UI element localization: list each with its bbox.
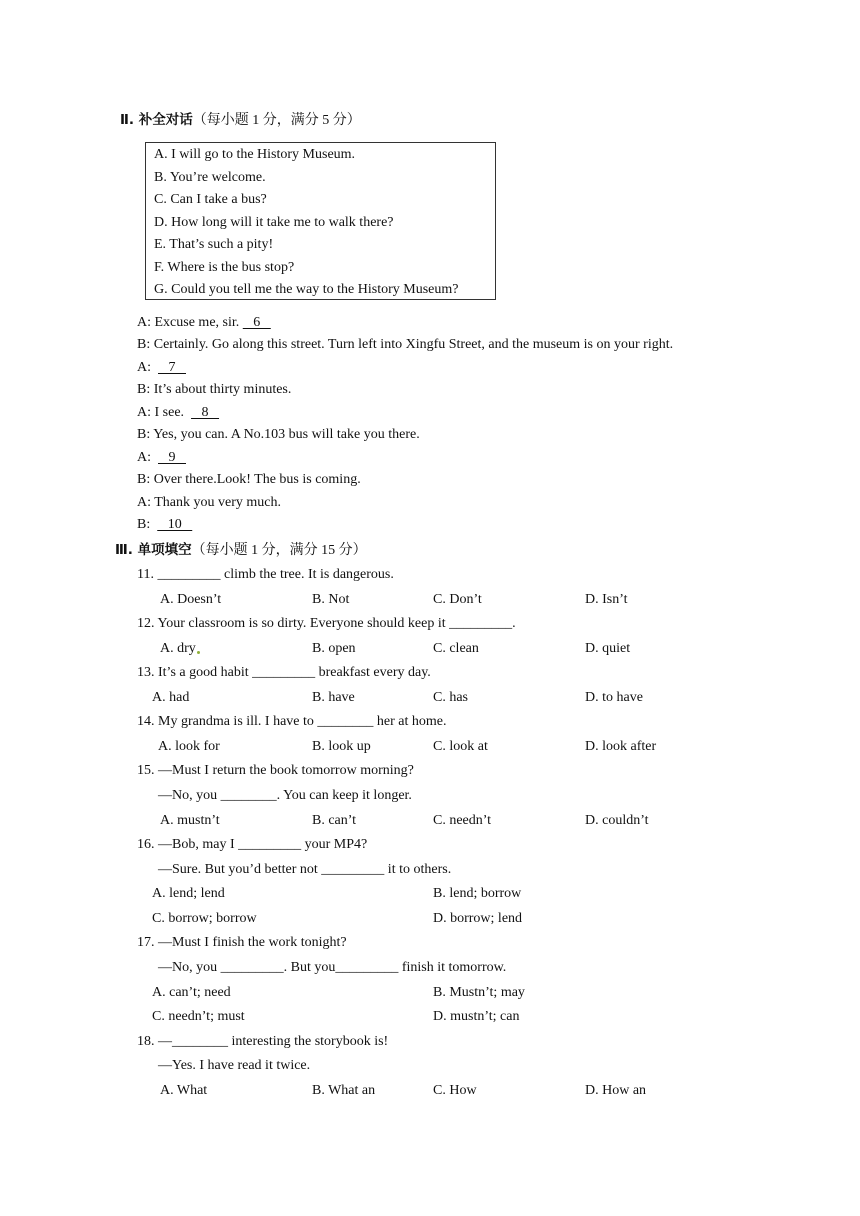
q14-option-d: D. look after — [585, 739, 657, 754]
blank-7: 7 — [158, 360, 186, 375]
dialogue-options-box — [145, 142, 496, 300]
blank-10: 10 — [157, 517, 193, 532]
q11-option-c: C. Don’t — [433, 592, 482, 607]
q16-option-a: A. lend; lend — [152, 886, 225, 901]
q15-option-a: A. mustn’t — [160, 813, 220, 828]
q11-option-b: B. Not — [312, 592, 350, 607]
question-12-stem: 12. Your classroom is so dirty. Everyone should keep it _________. — [137, 616, 516, 631]
box-option-f: F. Where is the bus stop? — [154, 260, 295, 275]
q18-option-a: A. What — [160, 1083, 208, 1098]
dialogue-line — [137, 404, 219, 422]
q18-option-d: D. How an — [585, 1083, 647, 1098]
dialogue-text: B: Certainly. Go along this street. Turn left into Xingfu Street, and the museum is on your right. — [137, 337, 674, 352]
q12-option-a: A. dry — [160, 641, 196, 656]
q16-option-d: D. borrow; lend — [433, 911, 523, 926]
dialogue-line — [137, 314, 271, 332]
question-18-stem: 18. —________ interesting the storybook is! — [137, 1034, 389, 1049]
blank-6: 6 — [242, 315, 271, 330]
section-3-heading — [115, 541, 367, 560]
q14-option-c: C. look at — [433, 739, 488, 754]
dialogue-text: A: — [137, 450, 158, 465]
box-option-a: A. I will go to the History Museum. — [154, 147, 356, 162]
dialogue-text: A: I see. — [137, 405, 192, 420]
question-13-stem: 13. It’s a good habit _________ breakfast every day. — [137, 665, 431, 680]
dialogue-text: B: It’s about thirty minutes. — [137, 382, 292, 397]
section-2-title: Ⅱ. 补全对话 — [120, 112, 193, 128]
q16-option-c: C. borrow; borrow — [152, 911, 257, 926]
q15-option-d: D. couldn’t — [585, 813, 649, 828]
q13-option-d: D. to have — [585, 690, 643, 705]
question-17-reply: —No, you _________. But you_________ finish it tomorrow. — [158, 960, 507, 975]
dialogue-text: B: Yes, you can. A No.103 bus will take you there. — [137, 427, 420, 442]
q12-option-d: D. quiet — [585, 641, 631, 656]
box-option-c: C. Can I take a bus? — [154, 192, 267, 207]
question-18-reply: —Yes. I have read it twice. — [158, 1058, 311, 1073]
q15-option-b: B. can’t — [312, 813, 357, 828]
q17-option-c: C. needn’t; must — [152, 1009, 245, 1024]
dialogue-line — [137, 426, 420, 444]
q12-option-b: B. open — [312, 641, 356, 656]
question-16-stem: 16. —Bob, may I _________ your MP4? — [137, 837, 368, 852]
q18-option-c: C. How — [433, 1083, 477, 1098]
q17-option-b: B. Mustn’t; may — [433, 985, 525, 1000]
dialogue-line — [137, 494, 281, 512]
question-11-stem: 11. _________ climb the tree. It is dangerous. — [137, 567, 394, 582]
dialogue-line — [137, 449, 186, 467]
section-3-note: （每小题 1 分，满分 15 分） — [191, 543, 367, 558]
question-16-reply: —Sure. But you’d better not _________ it to others. — [158, 862, 452, 877]
dialogue-text: B: Over there.Look! The bus is coming. — [137, 472, 361, 487]
blank-8: 8 — [191, 405, 220, 420]
q11-option-d: D. Isn’t — [585, 592, 628, 607]
q16-option-b: B. lend; borrow — [433, 886, 522, 901]
box-option-e: E. That’s such a pity! — [154, 237, 274, 252]
dialogue-line — [137, 336, 673, 354]
section-3-title: Ⅲ. 单项填空 — [115, 542, 192, 558]
dialogue-line — [137, 516, 192, 534]
question-17-stem: 17. —Must I finish the work tonight? — [137, 935, 347, 950]
q17-option-d: D. mustn’t; can — [433, 1009, 520, 1024]
q13-option-a: A. had — [152, 690, 190, 705]
dialogue-text: A: Excuse me, sir. — [137, 315, 243, 330]
q13-option-b: B. have — [312, 690, 355, 705]
q18-option-b: B. What an — [312, 1083, 376, 1098]
q13-option-c: C. has — [433, 690, 468, 705]
q11-option-a: A. Doesn’t — [160, 592, 222, 607]
question-15-stem: 15. —Must I return the book tomorrow morning? — [137, 763, 414, 778]
q17-option-a: A. can’t; need — [152, 985, 231, 1000]
section-2-note: （每小题 1 分，满分 5 分） — [192, 113, 361, 128]
q15-option-c: C. needn’t — [433, 813, 492, 828]
dialogue-line — [137, 359, 186, 377]
box-option-d: D. How long will it take me to walk there? — [154, 215, 394, 230]
stray-mark — [197, 651, 200, 654]
q14-option-b: B. look up — [312, 739, 371, 754]
section-2-heading — [120, 111, 361, 130]
dialogue-line — [137, 381, 291, 399]
dialogue-text: A: Thank you very much. — [137, 495, 281, 510]
question-14-stem: 14. My grandma is ill. I have to ________ her at home. — [137, 714, 447, 729]
box-option-g: G. Could you tell me the way to the History Museum? — [154, 282, 459, 297]
question-15-reply: —No, you ________. You can keep it longer. — [158, 788, 412, 803]
dialogue-text: A: — [137, 360, 158, 375]
blank-9: 9 — [158, 450, 186, 465]
dialogue-text: B: — [137, 517, 158, 532]
dialogue-line — [137, 471, 361, 489]
box-option-b: B. You’re welcome. — [154, 170, 266, 185]
q12-option-c: C. clean — [433, 641, 479, 656]
q14-option-a: A. look for — [158, 739, 220, 754]
